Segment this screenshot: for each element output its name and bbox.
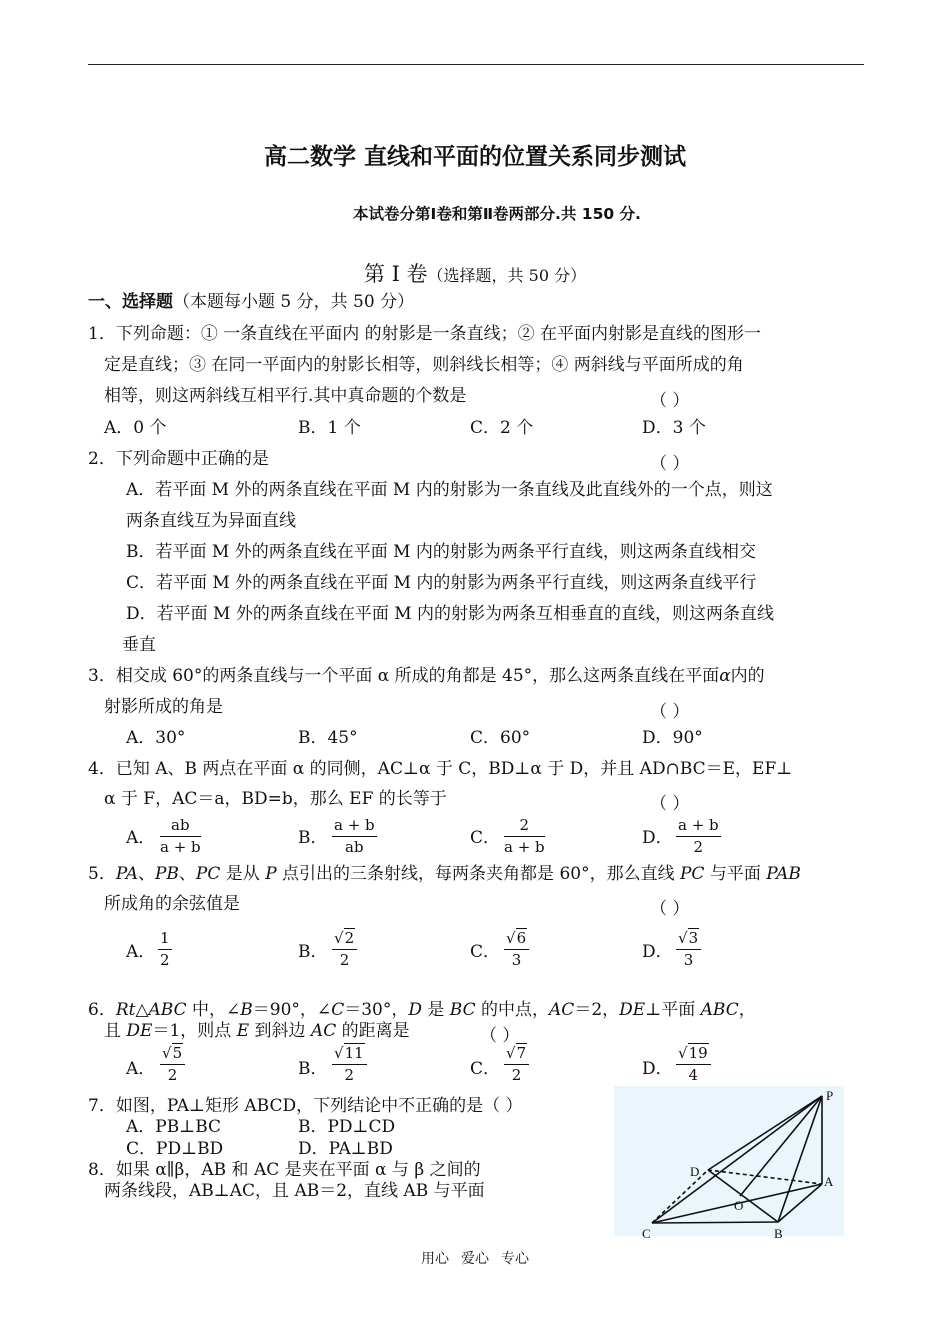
- q3-line1: [88, 666, 765, 686]
- page-footer: [0, 1248, 950, 1268]
- section-label: 一、选择题: [88, 292, 173, 312]
- q4-option-c: C．: [470, 828, 501, 848]
- q6-line1: [88, 1000, 756, 1020]
- denominator: 2: [344, 1066, 355, 1084]
- q1-line3: 相等，则这两斜线互相平行.其中真命题的个数是: [104, 386, 467, 406]
- q6-t2: ＝90°，∠: [252, 1000, 332, 1020]
- q5-option-a: A．: [126, 942, 156, 962]
- q6-t6: ＝2，: [574, 1000, 620, 1020]
- q7-option-c: C．PD⊥BD: [126, 1139, 224, 1159]
- q6-l2a: 且: [104, 1021, 127, 1041]
- sqrt-sign: √19: [678, 1044, 708, 1062]
- q2-line1: 2．下列命题中正确的是: [88, 449, 269, 469]
- q5-text2: 点引出的三条射线，每两条夹角都是 60°，那么直线: [276, 864, 680, 884]
- q6-c: C: [331, 1000, 345, 1020]
- q5-sep2: 、: [178, 864, 196, 884]
- denominator: 3: [683, 951, 694, 969]
- q4-fraction-d: [676, 817, 721, 856]
- radicand: 3: [688, 929, 699, 947]
- q2-option-a2: 两条直线互为异面直线: [126, 511, 296, 531]
- q5-answer-paren: （ ）: [650, 899, 690, 919]
- radicand: 6: [516, 929, 527, 947]
- part-label: 第 Ⅰ 卷: [363, 262, 428, 286]
- q7-option-b: B．PD⊥CD: [298, 1117, 396, 1137]
- q6-b: B: [240, 1000, 253, 1020]
- q4-line1: 4．已知 A、B 两点在平面 α 的同侧，AC⊥α 于 C，BD⊥α 于 D，并且 AD∩BC＝E，EF⊥: [88, 759, 793, 779]
- q6-l2b: ＝1，则点: [152, 1021, 237, 1041]
- q1-answer-paren: （ ）: [650, 391, 690, 411]
- q6-option-a: A．: [126, 1059, 156, 1079]
- q5-pc: PC: [195, 864, 221, 884]
- sqrt-sign: √6: [506, 929, 527, 947]
- q5-fraction-b: [332, 930, 357, 969]
- section-note: （本题每小题 5 分，共 50 分）: [173, 292, 415, 312]
- pyramid-figure: [610, 1082, 850, 1242]
- q3-option-a: A．30°: [126, 728, 186, 748]
- q8-line1: 8．如果 α∥β，AB 和 AC 是夹在平面 α 与 β 之间的: [88, 1160, 481, 1180]
- q1-line2: 定是直线；③ 在同一平面内的射影长相等，则斜线长相等；④ 两斜线与平面所成的角: [104, 355, 744, 375]
- q6-ac2: AC: [310, 1021, 337, 1041]
- label-a: A: [824, 1174, 834, 1189]
- label-o: O: [734, 1198, 744, 1213]
- denominator: 2: [167, 1066, 178, 1084]
- q6-e: E: [236, 1021, 250, 1041]
- numerator: 1: [160, 929, 170, 947]
- footer-text-3: 专心: [501, 1251, 529, 1267]
- q6-triangle: Rt△ABC: [115, 1000, 187, 1020]
- q5-fraction-d: [676, 930, 701, 969]
- numerator: 2: [519, 816, 530, 834]
- radicand: 11: [344, 1044, 364, 1062]
- header-rule: [88, 64, 864, 65]
- q2-answer-paren: （ ）: [650, 454, 690, 474]
- radicand: 5: [172, 1044, 183, 1062]
- denominator: a + b: [160, 838, 201, 856]
- label-c: C: [642, 1226, 651, 1241]
- q6-t5: 的中点，: [475, 1000, 550, 1020]
- section-heading: [88, 292, 414, 312]
- q3-line1-text: 3．相交成 60°的两条直线与一个平面 α 所成的角都是 45°，那么这两条直线在平面: [88, 666, 720, 686]
- watermark-bg: [614, 1086, 844, 1236]
- q2-option-d2: 垂直: [122, 635, 156, 655]
- q6-t3: ＝30°，: [344, 1000, 409, 1020]
- q2-option-d1: D．若平面 M 外的两条直线在平面 M 内的射影为两条互相垂直的直线，则这两条直线: [126, 604, 775, 624]
- q1-option-a: A．0 个: [104, 418, 167, 438]
- part-heading: [0, 258, 950, 288]
- q6-t8: ，: [738, 1000, 756, 1020]
- numerator: ab: [171, 816, 190, 834]
- q7-line1: 7．如图，PA⊥矩形 ABCD，下列结论中不正确的是（ ）: [88, 1096, 523, 1116]
- q6-ac: AC: [549, 1000, 575, 1020]
- q5-option-b: B．: [298, 942, 328, 962]
- q6-bc: BC: [449, 1000, 476, 1020]
- q5-sep1: 、: [137, 864, 155, 884]
- q3-alpha: α: [719, 666, 731, 686]
- radicand: 2: [344, 929, 355, 947]
- q4-line2: α 于 F，AC＝a，BD=b，那么 EF 的长等于: [104, 789, 447, 809]
- q6-t1: 中，∠: [186, 1000, 241, 1020]
- label-p: P: [826, 1088, 834, 1103]
- q6-line2: [104, 1021, 410, 1041]
- sqrt-sign: √2: [334, 929, 355, 947]
- q5-option-d: D．: [642, 942, 673, 962]
- label-b: B: [774, 1226, 783, 1241]
- q5-p: P: [265, 864, 277, 884]
- denominator: 4: [688, 1066, 699, 1084]
- q5-text3: 与平面: [704, 864, 767, 884]
- q2-option-b: B．若平面 M 外的两条直线在平面 M 内的射影为两条平行直线，则这两条直线相交: [126, 542, 756, 562]
- q4-fraction-c: [504, 817, 545, 856]
- sqrt-sign: √5: [162, 1044, 183, 1062]
- denominator: a + b: [504, 838, 545, 856]
- q3-line1-end: 内的: [730, 666, 765, 686]
- q6-fraction-c: [504, 1045, 529, 1084]
- q4-answer-paren: （ ）: [650, 794, 690, 814]
- q5-fraction-c: [504, 930, 529, 969]
- q6-l2c: 到斜边: [249, 1021, 311, 1041]
- q5-text1: 是从: [220, 864, 266, 884]
- q7-option-a: A．PB⊥BC: [126, 1117, 222, 1137]
- q5-option-c: C．: [470, 942, 501, 962]
- numerator: a + b: [678, 816, 719, 834]
- label-d: D: [690, 1164, 700, 1179]
- part-note: （选择题，共 50 分）: [427, 266, 587, 285]
- q4-fraction-b: [332, 817, 377, 856]
- denominator: 2: [511, 1066, 522, 1084]
- q1-line1: 1．下列命题：① 一条直线在平面内 的射影是一条直线；② 在平面内射影是直线的图形一: [88, 324, 762, 344]
- edge-cb: [652, 1222, 778, 1223]
- page-title: 高二数学 直线和平面的位置关系同步测试: [263, 144, 686, 170]
- denominator: 3: [511, 951, 522, 969]
- q7-option-d: D．PA⊥BD: [298, 1139, 393, 1159]
- q4-option-d: D．: [642, 828, 673, 848]
- sqrt-sign: √3: [678, 929, 699, 947]
- page-subtitle: 本试卷分第Ⅰ卷和第Ⅱ卷两部分.共 150 分.: [353, 205, 641, 223]
- q6-number: 6．: [88, 1000, 116, 1020]
- q6-fraction-d: [676, 1045, 711, 1084]
- q1-option-b: B．1 个: [298, 418, 361, 438]
- q3-answer-paren: （ ）: [650, 702, 690, 722]
- q1-option-c: C．2 个: [470, 418, 534, 438]
- q1-option-d: D．3 个: [642, 418, 706, 438]
- q5-pa: PA: [115, 864, 138, 884]
- q5-pab: PAB: [766, 864, 801, 884]
- q5-number: 5．: [88, 864, 116, 884]
- q6-d: D: [408, 1000, 422, 1020]
- q6-de2: DE: [126, 1021, 153, 1041]
- q4-option-b: B．: [298, 828, 328, 848]
- denominator: 2: [339, 951, 350, 969]
- footer-text-1: 用心: [421, 1251, 449, 1267]
- q5-fraction-a: [158, 930, 172, 969]
- q6-abc: ABC: [700, 1000, 739, 1020]
- q2-option-c: C．若平面 M 外的两条直线在平面 M 内的射影为两条平行直线，则这两条直线平行: [126, 573, 757, 593]
- q6-t7: ⊥平面: [645, 1000, 701, 1020]
- q8-line2: 两条线段，AB⊥AC，且 AB＝2，直线 AB 与平面: [104, 1181, 485, 1201]
- q6-fraction-b: [332, 1045, 367, 1084]
- q6-option-d: D．: [642, 1059, 673, 1079]
- sqrt-sign: √11: [334, 1044, 364, 1062]
- sqrt-sign: √7: [506, 1044, 527, 1062]
- q6-de: DE: [619, 1000, 646, 1020]
- q5-line2: 所成角的余弦值是: [104, 894, 240, 914]
- footer-text-2: 爱心: [461, 1251, 489, 1267]
- q3-option-b: B．45°: [298, 728, 358, 748]
- q6-l2d: 的距离是: [336, 1021, 410, 1041]
- q6-fraction-a: [160, 1045, 185, 1084]
- q2-option-a1: A．若平面 M 外的两条直线在平面 M 内的射影为一条直线及此直线外的一个点，则这: [126, 480, 773, 500]
- q6-t4: 是: [421, 1000, 450, 1020]
- denominator: 2: [693, 838, 704, 856]
- denominator: 2: [160, 951, 170, 969]
- q4-fraction-a: [160, 817, 201, 856]
- q5-pc2: PC: [679, 864, 705, 884]
- denominator: ab: [345, 838, 364, 856]
- q4-option-a: A．: [126, 828, 156, 848]
- q5-pb: PB: [154, 864, 179, 884]
- q3-option-c: C．60°: [470, 728, 531, 748]
- radicand: 19: [688, 1044, 708, 1062]
- radicand: 7: [516, 1044, 527, 1062]
- q3-line2: 射影所成的角是: [104, 697, 223, 717]
- q5-line1: [88, 864, 801, 884]
- q6-option-c: C．: [470, 1059, 501, 1079]
- q6-option-b: B．: [298, 1059, 328, 1079]
- numerator: a + b: [334, 816, 375, 834]
- q3-option-d: D．90°: [642, 728, 703, 748]
- q6-answer-paren: （ ）: [480, 1026, 520, 1046]
